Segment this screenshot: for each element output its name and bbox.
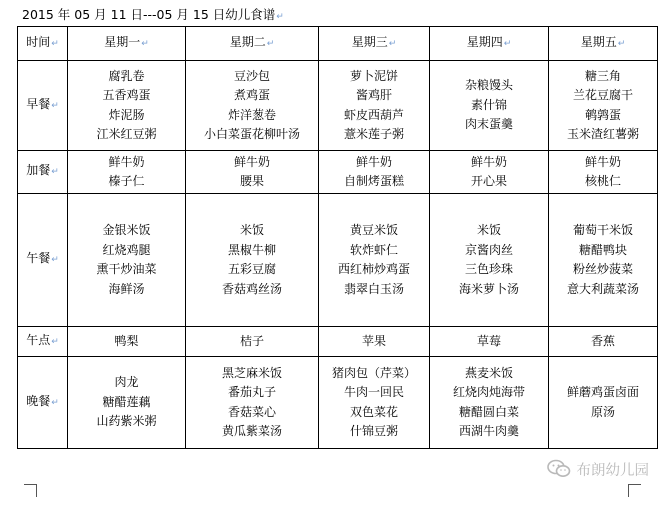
menu-item: 萝卜泥饼	[349, 68, 398, 83]
menu-item: 山药紫米粥	[96, 414, 157, 429]
menu-item: 番茄丸子	[227, 385, 276, 399]
menu-cell	[319, 61, 430, 151]
meal-name-cell: 加餐↵	[18, 151, 68, 194]
menu-item: 牛肉一回民	[343, 385, 404, 399]
menu-item: 鲜牛奶	[108, 154, 145, 169]
crop-mark-bottom-right	[628, 484, 641, 497]
menu-item: 酱鸡肝	[355, 88, 392, 102]
menu-item: 鲜牛奶	[233, 154, 270, 169]
menu-cell	[186, 327, 319, 357]
menu-item: 鲜蘑鸡蛋卤面	[566, 385, 639, 399]
menu-item: 香蕉	[590, 333, 615, 348]
menu-cell	[319, 327, 430, 357]
menu-cell	[549, 151, 658, 194]
menu-item: 红烧鸡腿	[102, 242, 151, 257]
menu-item: 煮鸡蛋	[233, 88, 270, 102]
menu-item: 米饭	[476, 223, 501, 237]
menu-item: 五彩豆腐	[227, 262, 276, 276]
menu-cell	[68, 357, 186, 449]
menu-item: 海米萝卜汤	[458, 281, 519, 296]
watermark	[547, 457, 650, 481]
menu-item: 三色珍珠	[464, 262, 513, 276]
menu-item: 薏米莲子粥	[343, 127, 404, 141]
menu-item: 糖三角	[584, 68, 621, 83]
menu-item: 鸭梨	[114, 333, 139, 348]
menu-cell	[430, 61, 549, 151]
menu-item: 腰果	[239, 174, 264, 188]
menu-cell	[319, 194, 430, 327]
menu-item: 金银米饭	[102, 223, 151, 237]
menu-table	[17, 26, 658, 449]
paragraph-mark: ↵	[276, 12, 284, 22]
menu-item: 开心果	[470, 174, 507, 188]
menu-item: 糖醋莲藕	[102, 394, 151, 409]
menu-item: 糖醋鸭块	[578, 242, 627, 257]
meal-name-cell: 晚餐↵	[18, 357, 68, 449]
menu-item: 鹌鹑蛋	[584, 107, 621, 122]
menu-item: 红烧肉炖海带	[452, 385, 525, 399]
menu-item: 西红柿炒鸡蛋	[337, 262, 410, 276]
menu-item: 燕麦米饭	[464, 365, 513, 380]
menu-cell	[186, 61, 319, 151]
menu-item: 熏干炒油菜	[96, 262, 157, 276]
menu-cell	[186, 151, 319, 194]
menu-cell	[549, 327, 658, 357]
header-day-cell: 星期五↵	[549, 27, 658, 61]
menu-item: 黑芝麻米饭	[221, 365, 282, 380]
menu-item: 炸洋葱卷	[227, 107, 276, 122]
menu-cell	[430, 357, 549, 449]
menu-item: 桔子	[239, 333, 264, 348]
menu-item: 核桃仁	[584, 174, 621, 188]
menu-item: 小白菜蛋花柳叶汤	[203, 127, 300, 141]
menu-item: 豆沙包	[233, 68, 270, 83]
meal-name-cell: 午点↵	[18, 327, 68, 357]
menu-item: 腐乳卷	[108, 68, 145, 83]
menu-item: 素什锦	[470, 97, 507, 112]
menu-item: 香菇鸡丝汤	[221, 281, 282, 296]
meal-row-dinner	[18, 357, 658, 449]
menu-item: 米饭	[239, 223, 264, 237]
meal-row-afternoon-snack	[18, 327, 658, 357]
menu-item: 什锦豆粥	[349, 424, 398, 438]
menu-item: 江米红豆粥	[96, 127, 157, 141]
wechat-icon	[547, 459, 571, 479]
menu-cell	[549, 357, 658, 449]
menu-item: 虾皮西葫芦	[343, 107, 404, 122]
meal-name-cell: 午餐↵	[18, 194, 68, 327]
meal-name-cell: 早餐↵	[18, 61, 68, 151]
header-row	[18, 27, 658, 61]
menu-item: 鲜牛奶	[355, 154, 392, 169]
menu-item: 兰花豆腐干	[572, 88, 633, 102]
menu-cell	[68, 194, 186, 327]
menu-item: 西湖牛肉羹	[458, 424, 519, 438]
menu-item: 京酱肉丝	[464, 242, 513, 257]
menu-item: 榛子仁	[108, 174, 145, 188]
menu-cell	[549, 61, 658, 151]
menu-item: 原汤	[590, 404, 615, 419]
menu-cell	[68, 327, 186, 357]
header-day-cell: 星期二↵	[186, 27, 319, 61]
menu-item: 猪肉包（芹菜）	[331, 365, 416, 380]
crop-mark-bottom-left	[24, 484, 37, 497]
menu-item: 香菇菜心	[227, 404, 276, 419]
menu-item: 肉龙	[114, 375, 139, 390]
menu-cell	[430, 194, 549, 327]
menu-cell	[549, 194, 658, 327]
menu-cell	[186, 357, 319, 449]
menu-item: 鲜牛奶	[470, 154, 507, 169]
menu-item: 炸泥肠	[108, 107, 145, 122]
menu-item: 黄瓜紫菜汤	[221, 424, 282, 438]
menu-item: 黑椒牛柳	[227, 242, 276, 257]
menu-cell	[430, 327, 549, 357]
meal-row-breakfast	[18, 61, 658, 151]
menu-item: 葡萄干米饭	[572, 223, 633, 237]
menu-cell	[430, 151, 549, 194]
menu-cell	[319, 357, 430, 449]
watermark-text: 布朗幼儿园	[576, 462, 649, 479]
menu-item: 自制烤蛋糕	[343, 174, 404, 188]
menu-item: 五香鸡蛋	[102, 88, 151, 102]
document-title	[22, 6, 284, 24]
meal-row-lunch	[18, 194, 658, 327]
menu-item: 肉末蛋羹	[464, 117, 513, 132]
menu-item: 双色菜花	[349, 404, 398, 419]
menu-cell	[68, 61, 186, 151]
menu-item: 杂粮馒头	[464, 78, 513, 93]
header-time-cell: 时间↵	[18, 27, 68, 61]
menu-item: 草莓	[476, 333, 501, 348]
menu-item: 软炸虾仁	[349, 242, 398, 257]
menu-item: 海鲜汤	[108, 281, 145, 296]
header-day-cell: 星期三↵	[319, 27, 430, 61]
menu-cell	[319, 151, 430, 194]
menu-item: 玉米渣红薯粥	[566, 127, 639, 141]
header-day-cell: 星期四↵	[430, 27, 549, 61]
menu-item: 鲜牛奶	[584, 154, 621, 169]
title-text: 2015 年 05 月 11 日---05 月 15 日幼儿食谱	[22, 7, 276, 22]
menu-item: 苹果	[361, 333, 386, 348]
menu-item: 黄豆米饭	[349, 223, 398, 237]
menu-item: 意大利蔬菜汤	[566, 281, 639, 296]
meal-row-snack	[18, 151, 658, 194]
menu-item: 糖醋圆白菜	[458, 404, 519, 419]
menu-item: 翡翠白玉汤	[343, 281, 404, 296]
header-day-cell: 星期一↵	[68, 27, 186, 61]
menu-cell	[68, 151, 186, 194]
menu-item: 粉丝炒菠菜	[572, 262, 633, 276]
menu-cell	[186, 194, 319, 327]
